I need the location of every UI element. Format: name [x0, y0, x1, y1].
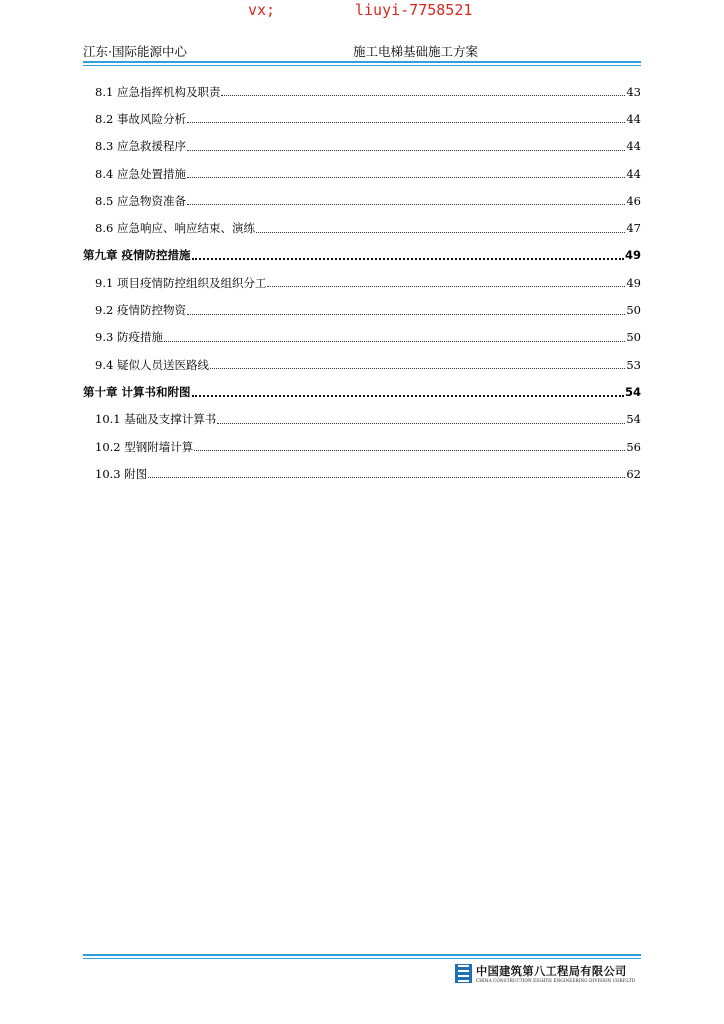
toc-page-number: 54 — [624, 384, 641, 399]
toc-dot-leader — [164, 341, 625, 342]
watermark-contact-id: liuyi-7758521 — [355, 1, 473, 19]
toc-page-number: 53 — [626, 357, 641, 372]
toc-section-entry[interactable] — [83, 160, 641, 187]
toc-chapter-entry[interactable] — [83, 378, 641, 405]
toc-page-number: 43 — [626, 84, 641, 99]
company-name-en: CHINA CONSTRUCTION EIGHTH ENGINEERING DIVISION CORP.LTD — [476, 978, 636, 983]
toc-dot-leader — [256, 232, 625, 233]
header-rule-thick — [83, 61, 641, 63]
toc-section-entry[interactable] — [83, 351, 641, 378]
header-rule-thin — [83, 65, 641, 66]
toc-page-number: 50 — [626, 330, 641, 345]
toc-entry-title: 8.3 应急救援程序 — [95, 139, 186, 154]
toc-entry-title: 9.2 疫情防控物资 — [95, 303, 186, 318]
toc-section-entry[interactable] — [83, 296, 641, 323]
toc-entry-title: 9.1 项目疫情防控组织及组织分工 — [95, 275, 267, 290]
toc-page-number: 44 — [626, 111, 641, 126]
company-logo — [455, 964, 641, 986]
toc-entry-title: 8.2 事故风险分析 — [95, 111, 186, 126]
toc-section-entry[interactable] — [83, 78, 641, 105]
toc-section-entry[interactable] — [83, 406, 641, 433]
table-of-contents — [83, 78, 641, 487]
company-name-cn: 中国建筑第八工程局有限公司 — [476, 965, 627, 978]
watermark — [0, 1, 724, 21]
toc-page-number: 46 — [626, 193, 641, 208]
toc-dot-leader — [217, 423, 625, 424]
toc-entry-title: 10.3 附图 — [95, 466, 148, 481]
toc-page-number: 49 — [626, 275, 641, 290]
toc-section-entry[interactable] — [83, 433, 641, 460]
toc-entry-title: 8.4 应急处置措施 — [95, 166, 186, 181]
footer-rule-thick — [83, 954, 641, 956]
header-project-name: 江东·国际能源中心 — [83, 44, 187, 59]
toc-section-entry[interactable] — [83, 460, 641, 487]
toc-section-entry[interactable] — [83, 324, 641, 351]
toc-section-entry[interactable] — [83, 133, 641, 160]
toc-page-number: 54 — [626, 412, 641, 427]
footer-rule-thin — [83, 958, 641, 959]
toc-entry-title: 10.2 型钢附墙计算 — [95, 439, 194, 454]
toc-dot-leader — [187, 150, 625, 151]
toc-dot-leader — [148, 477, 625, 478]
toc-dot-leader — [192, 258, 624, 260]
toc-entry-title: 8.5 应急物资准备 — [95, 193, 186, 208]
toc-dot-leader — [187, 122, 625, 123]
toc-entry-title: 9.4 疑似人员送医路线 — [95, 357, 209, 372]
toc-section-entry[interactable] — [83, 105, 641, 132]
toc-entry-title: 9.3 防疫措施 — [95, 330, 163, 345]
toc-entry-title: 8.6 应急响应、响应结束、演练 — [95, 221, 255, 236]
toc-entry-title: 10.1 基础及支撑计算书 — [95, 412, 217, 427]
toc-page-number: 44 — [626, 166, 641, 181]
watermark-contact-label: vx; — [248, 1, 276, 19]
toc-dot-leader — [210, 368, 625, 369]
toc-section-entry[interactable] — [83, 214, 641, 241]
toc-dot-leader — [187, 204, 625, 205]
header-document-title: 施工电梯基础施工方案 — [353, 44, 479, 59]
page-header — [83, 42, 641, 62]
toc-dot-leader — [187, 177, 625, 178]
toc-entry-title: 第九章 疫情防控措施 — [83, 248, 191, 263]
toc-dot-leader — [194, 450, 625, 451]
toc-page-number: 62 — [626, 466, 641, 481]
toc-section-entry[interactable] — [83, 187, 641, 214]
toc-dot-leader — [187, 314, 625, 315]
toc-dot-leader — [267, 286, 625, 287]
toc-section-entry[interactable] — [83, 269, 641, 296]
toc-page-number: 50 — [626, 303, 641, 318]
toc-dot-leader — [221, 95, 625, 96]
company-emblem-icon — [455, 964, 472, 983]
toc-page-number: 56 — [626, 439, 641, 454]
toc-entry-title: 第十章 计算书和附图 — [83, 384, 191, 399]
toc-page-number: 49 — [624, 248, 641, 263]
toc-page-number: 47 — [626, 221, 641, 236]
toc-entry-title: 8.1 应急指挥机构及职责 — [95, 84, 221, 99]
toc-dot-leader — [192, 395, 624, 397]
toc-page-number: 44 — [626, 139, 641, 154]
toc-chapter-entry[interactable] — [83, 242, 641, 269]
